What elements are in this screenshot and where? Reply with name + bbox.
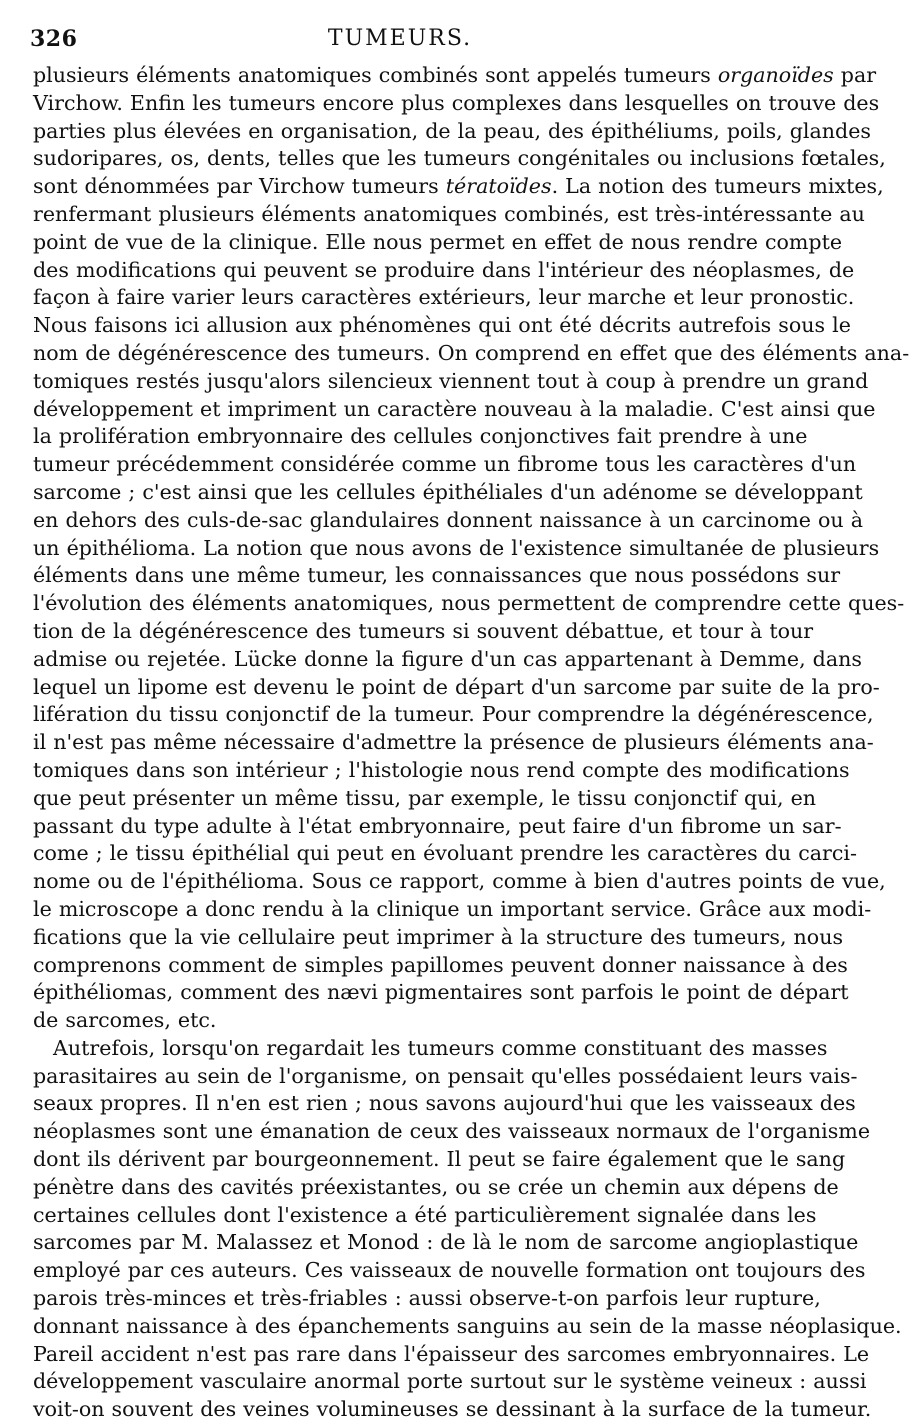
text-run: tomiques dans son intérieur ; l'histologie nous rend compte des modifications — [33, 757, 850, 782]
text-run: développement vasculaire anormal porte surtout sur le système veineux : aussi — [33, 1369, 867, 1394]
page-number: 326 — [30, 26, 78, 52]
text-run: parasitaires au sein de l'organisme, on pensait qu'elles possédaient leurs vais- — [33, 1063, 858, 1088]
text-line — [33, 813, 842, 841]
text-line — [33, 423, 808, 451]
text-run: parties plus élevées en organisation, de la peau, des épithéliums, poils, glandes — [33, 118, 871, 143]
text-line — [33, 340, 909, 368]
text-run: fications que la vie cellulaire peut imprimer à la structure des tumeurs, nous — [33, 924, 844, 949]
text-line — [33, 1313, 902, 1341]
text-line — [33, 757, 850, 785]
text-run: épithéliomas, comment des nævi pigmentaires sont parfois le point de départ — [33, 980, 849, 1005]
text-line — [33, 924, 844, 952]
text-run: certaines cellules dont l'existence a été particulièrement signalée dans les — [33, 1202, 817, 1227]
text-run: admise ou rejetée. Lücke donne la figure d'un cas appartenant à Demme, dans — [33, 646, 862, 671]
text-line — [33, 173, 884, 201]
text-run: employé par ces auteurs. Ces vaisseaux de nouvelle formation ont toujours des — [33, 1258, 866, 1283]
text-line — [33, 1368, 867, 1396]
text-line — [33, 229, 843, 257]
text-run: nome ou de l'épithélioma. Sous ce rapport, comme à bien d'autres points de vue, — [33, 869, 886, 894]
text-line — [33, 952, 848, 980]
text-run: sont dénommées par Virchow tumeurs — [33, 174, 446, 199]
italic-term: tératoïdes — [445, 174, 552, 199]
text-run: comprenons comment de simples papillomes peuvent donner naissance à des — [33, 952, 848, 977]
text-run: voit-on souvent des veines volumineuses se dessinant à la surface de la tumeur. — [33, 1397, 872, 1422]
text-run: parois très-minces et très-friables : aussi observe-t-on parfois leur rupture, — [33, 1286, 821, 1311]
text-line — [33, 1007, 765, 1035]
text-run: Virchow. Enfin les tumeurs encore plus complexes dans lesquelles on trouve des — [33, 90, 880, 115]
text-line — [33, 1396, 872, 1424]
text-line — [33, 312, 851, 340]
text-run: dont ils dérivent par bourgeonnement. Il peut se faire également que le sang — [33, 1147, 846, 1172]
text-line — [33, 479, 863, 507]
text-run: Nous faisons ici allusion aux phénomènes qui ont été décrits autrefois sous le — [33, 313, 851, 338]
text-line — [33, 1035, 828, 1063]
text-run: passant du type adulte à l'état embryonnaire, peut faire d'un fibrome un sar- — [33, 813, 842, 838]
text-line — [33, 62, 877, 90]
text-run: l'évolution des éléments anatomiques, nous permettent de comprendre cette ques- — [33, 591, 905, 616]
paragraph-2 — [33, 1035, 902, 1424]
text-line — [33, 1202, 817, 1230]
text-line — [33, 1229, 859, 1257]
text-run: seaux propres. Il n'en est rien ; nous savons aujourd'hui que les vaisseaux des — [33, 1091, 856, 1116]
text-line — [33, 201, 865, 229]
text-run: le microscope a donc rendu à la clinique un important service. Grâce aux modi- — [33, 896, 872, 921]
text-run: par — [833, 63, 877, 87]
text-run: plusieurs éléments anatomiques combinés sont appelés tumeurs — [33, 63, 718, 87]
text-run: lequel un lipome est devenu le point de départ d'un sarcome par suite de la pro- — [33, 674, 880, 699]
text-run: lifération du tissu conjonctif de la tumeur. Pour comprendre la dégénérescence, — [33, 702, 874, 727]
text-line — [33, 90, 880, 118]
text-run: nom de dégénérescence des tumeurs. On comprend en effet que des éléments ana- — [33, 340, 909, 365]
text-run: en dehors des culs-de-sac glandulaires donnent naissance à un carcinome ou à — [33, 507, 864, 532]
text-line — [33, 1174, 839, 1202]
paragraph-1 — [33, 62, 909, 1035]
text-line — [33, 1341, 870, 1369]
text-line — [33, 396, 876, 424]
text-run: tomiques restés jusqu'alors silencieux viennent tout à coup à prendre un grand — [33, 368, 869, 393]
text-line — [33, 1118, 871, 1146]
text-line — [33, 118, 871, 146]
text-line — [33, 979, 849, 1007]
text-run: donnant naissance à des épanchements sanguins au sein de la masse néoplasique. — [33, 1313, 902, 1338]
text-line — [33, 451, 857, 479]
text-run: sarcome ; c'est ainsi que les cellules épithéliales d'un adénome se développant — [33, 479, 863, 504]
text-line — [33, 590, 905, 618]
text-line — [33, 1063, 858, 1091]
text-run: un épithélioma. La notion que nous avons de l'existence simultanée de plusieurs — [33, 535, 880, 560]
text-run: la prolifération embryonnaire des cellules conjonctives fait prendre à une — [33, 424, 808, 449]
text-run: éléments dans une même tumeur, les connaissances que nous possédons sur — [33, 563, 841, 588]
text-line — [33, 1146, 846, 1174]
text-run: sudoripares, os, dents, telles que les tumeurs congénitales ou inclusions fœtales, — [33, 146, 886, 171]
text-run: Autrefois, lorsqu'on regardait les tumeurs comme constituant des masses — [53, 1035, 828, 1060]
text-line — [33, 284, 855, 312]
text-line — [33, 145, 886, 173]
text-run: il n'est pas même nécessaire d'admettre la présence de plusieurs éléments ana- — [33, 730, 874, 755]
text-line — [33, 368, 869, 396]
text-run: façon à faire varier leurs caractères extérieurs, leur marche et leur pronostic. — [33, 285, 855, 310]
page-header — [30, 26, 770, 66]
text-run: point de vue de la clinique. Elle nous permet en effet de nous rendre compte — [33, 229, 843, 254]
text-run: de sarcomes, etc. — [33, 1008, 217, 1033]
text-line — [33, 646, 862, 674]
text-line — [33, 562, 841, 590]
text-line — [33, 257, 855, 285]
text-line — [33, 868, 886, 896]
text-line — [33, 1257, 866, 1285]
text-run: . La notion des tumeurs mixtes, — [551, 174, 884, 199]
text-line — [33, 674, 880, 702]
text-line — [33, 1090, 856, 1118]
running-title: TUMEURS. — [327, 26, 473, 51]
text-line — [33, 729, 874, 757]
italic-term: organoïdes — [717, 63, 834, 87]
text-line — [33, 618, 814, 646]
text-line — [33, 1285, 821, 1313]
text-line — [33, 701, 874, 729]
text-run: tumeur précédemment considérée comme un fibrome tous les caractères d'un — [33, 452, 857, 477]
text-run: pénètre dans des cavités préexistantes, ou se crée un chemin aux dépens de — [33, 1174, 839, 1199]
text-run: sarcomes par M. Malassez et Monod : de là le nom de sarcome angioplastique — [33, 1230, 859, 1255]
text-run: Pareil accident n'est pas rare dans l'épaisseur des sarcomes embryonnaires. Le — [33, 1341, 870, 1366]
text-line — [33, 785, 817, 813]
text-run: néoplasmes sont une émanation de ceux des vaisseaux normaux de l'organisme — [33, 1119, 871, 1144]
text-run: que peut présenter un même tissu, par exemple, le tissu conjonctif qui, en — [33, 785, 817, 810]
text-line — [33, 535, 880, 563]
text-run: tion de la dégénérescence des tumeurs si souvent débattue, et tour à tour — [33, 618, 814, 643]
text-run: développement et impriment un caractère nouveau à la maladie. C'est ainsi que — [33, 396, 876, 421]
page-body — [33, 62, 909, 1424]
text-run: des modifications qui peuvent se produire dans l'intérieur des néoplasmes, de — [33, 257, 855, 282]
text-line — [33, 507, 864, 535]
text-run: renfermant plusieurs éléments anatomiques combinés, est très-intéressante au — [33, 201, 865, 226]
text-line — [33, 840, 857, 868]
text-line — [33, 896, 872, 924]
text-run: come ; le tissu épithélial qui peut en évoluant prendre les caractères du carci- — [33, 841, 857, 866]
